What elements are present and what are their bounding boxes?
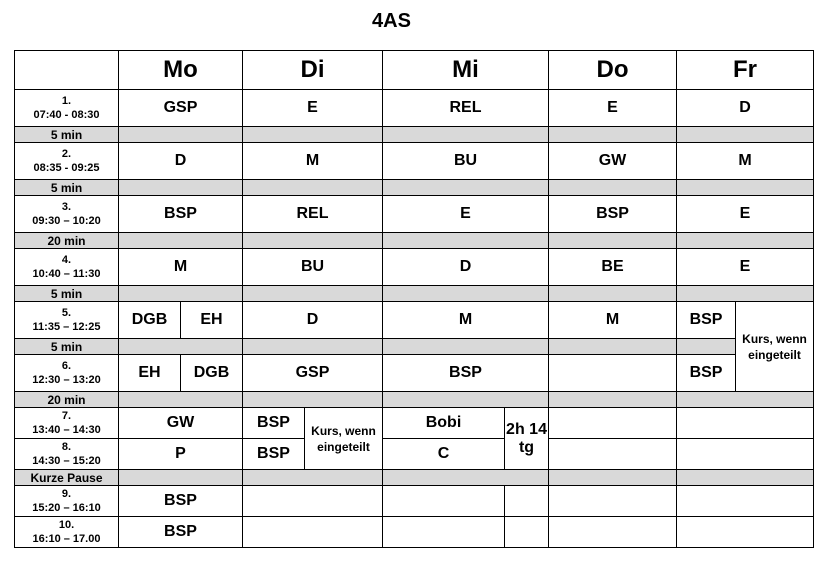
break-label: 5 min <box>15 339 119 355</box>
break-cell <box>383 470 549 486</box>
break-label: 5 min <box>15 286 119 302</box>
period-label <box>15 196 119 233</box>
kurs-cell-di: Kurs, wenn eingeteilt <box>305 408 383 470</box>
lesson-cell: BU <box>243 249 383 286</box>
break-cell <box>383 127 549 143</box>
lesson-cell: EH <box>181 302 243 339</box>
lesson-cell: P <box>119 439 243 470</box>
lesson-cell <box>505 486 549 517</box>
period-number: 10. <box>58 519 75 531</box>
lesson-cell <box>243 517 383 548</box>
break-cell <box>119 180 243 196</box>
lesson-cell: BSP <box>119 486 243 517</box>
lesson-cell <box>505 517 549 548</box>
period-row-4 <box>15 249 814 286</box>
period-row-6 <box>15 355 814 392</box>
period-row-1 <box>15 90 814 127</box>
break-cell <box>677 127 814 143</box>
lesson-cell <box>677 439 814 470</box>
lesson-cell: D <box>119 143 243 180</box>
lesson-cell: BE <box>549 249 677 286</box>
period-row-5 <box>15 302 814 339</box>
break-cell <box>677 233 814 249</box>
period-row-7 <box>15 408 814 439</box>
timetable <box>14 50 814 548</box>
break-cell <box>243 127 383 143</box>
break-cell <box>549 180 677 196</box>
period-label <box>15 517 119 548</box>
break-row <box>15 286 814 302</box>
break-cell <box>243 233 383 249</box>
lesson-cell: E <box>677 196 814 233</box>
lesson-cell <box>549 355 677 392</box>
period-time: 13:40 – 14:30 <box>32 424 101 436</box>
kurs-cell-fr: Kurs, wenn eingeteilt <box>736 302 814 392</box>
lesson-cell: BSP <box>243 439 305 470</box>
break-row <box>15 339 814 355</box>
period-time: 08:35 - 09:25 <box>33 162 100 174</box>
lesson-cell: C <box>383 439 505 470</box>
period-number: 1. <box>61 95 72 107</box>
period-number: 3. <box>61 201 72 213</box>
lesson-cell: BSP <box>549 196 677 233</box>
break-cell <box>243 470 383 486</box>
break-cell <box>677 339 736 355</box>
break-cell <box>677 180 814 196</box>
period-label <box>15 143 119 180</box>
lesson-cell <box>549 517 677 548</box>
period-number: 8. <box>61 441 72 453</box>
break-cell <box>549 339 677 355</box>
day-header-fr: Fr <box>677 51 814 90</box>
break-cell <box>119 233 243 249</box>
break-cell <box>677 470 814 486</box>
lesson-cell-2h: 2h 14 tg <box>505 408 549 470</box>
break-cell <box>549 127 677 143</box>
lesson-cell: BSP <box>243 408 305 439</box>
period-time: 16:10 – 17.00 <box>32 533 101 545</box>
lesson-cell: BSP <box>677 302 736 339</box>
corner-cell <box>15 51 119 90</box>
lesson-cell: DGB <box>181 355 243 392</box>
break-row <box>15 470 814 486</box>
lesson-cell: GW <box>549 143 677 180</box>
lesson-cell: GSP <box>119 90 243 127</box>
lesson-cell: M <box>383 302 549 339</box>
header-row <box>15 51 814 90</box>
lesson-cell: E <box>549 90 677 127</box>
period-number: 2. <box>61 148 72 160</box>
lesson-cell <box>549 486 677 517</box>
break-cell <box>243 180 383 196</box>
break-cell <box>119 392 243 408</box>
lesson-cell: D <box>243 302 383 339</box>
break-cell <box>383 339 549 355</box>
break-cell <box>119 127 243 143</box>
period-time: 15:20 – 16:10 <box>32 502 101 514</box>
period-number: 9. <box>61 488 72 500</box>
lesson-cell <box>677 408 814 439</box>
lesson-cell <box>677 517 814 548</box>
lesson-cell: EH <box>119 355 181 392</box>
lesson-cell: M <box>243 143 383 180</box>
period-label <box>15 486 119 517</box>
lesson-cell <box>243 486 383 517</box>
lesson-cell: BU <box>383 143 549 180</box>
period-row-2 <box>15 143 814 180</box>
lesson-cell: BSP <box>119 196 243 233</box>
break-cell <box>549 286 677 302</box>
period-number: 7. <box>61 410 72 422</box>
break-cell <box>383 392 549 408</box>
lesson-cell: BSP <box>677 355 736 392</box>
period-time: 14:30 – 15:20 <box>32 455 101 467</box>
lesson-cell: M <box>677 143 814 180</box>
lesson-cell: BSP <box>383 355 549 392</box>
page-title: 4AS <box>372 10 411 32</box>
period-row-9 <box>15 486 814 517</box>
period-label <box>15 302 119 339</box>
period-label <box>15 439 119 470</box>
lesson-cell: Bobi <box>383 408 505 439</box>
period-number: 4. <box>61 254 72 266</box>
lesson-cell: REL <box>243 196 383 233</box>
lesson-cell <box>677 486 814 517</box>
day-header-mo: Mo <box>119 51 243 90</box>
lesson-cell: D <box>383 249 549 286</box>
break-cell <box>383 286 549 302</box>
lesson-cell <box>549 408 677 439</box>
period-time: 07:40 - 08:30 <box>33 109 100 121</box>
period-number: 5. <box>61 307 72 319</box>
break-cell <box>243 392 383 408</box>
period-label <box>15 355 119 392</box>
break-label: 20 min <box>15 233 119 249</box>
period-row-8 <box>15 439 814 470</box>
break-row <box>15 392 814 408</box>
break-label: 5 min <box>15 127 119 143</box>
day-header-mi: Mi <box>383 51 549 90</box>
break-cell <box>119 470 243 486</box>
period-row-10 <box>15 517 814 548</box>
break-cell <box>383 233 549 249</box>
lesson-cell <box>383 486 505 517</box>
lesson-cell: E <box>383 196 549 233</box>
break-cell <box>383 180 549 196</box>
break-cell <box>549 392 677 408</box>
break-cell <box>119 286 243 302</box>
lesson-cell: GSP <box>243 355 383 392</box>
break-cell <box>243 286 383 302</box>
period-time: 11:35 – 12:25 <box>32 321 101 333</box>
break-row <box>15 233 814 249</box>
period-label <box>15 90 119 127</box>
break-cell <box>677 392 814 408</box>
break-cell <box>119 339 243 355</box>
lesson-cell: M <box>119 249 243 286</box>
lesson-cell: GW <box>119 408 243 439</box>
day-header-di: Di <box>243 51 383 90</box>
lesson-cell: M <box>549 302 677 339</box>
period-time: 09:30 – 10:20 <box>32 215 101 227</box>
period-row-3 <box>15 196 814 233</box>
day-header-do: Do <box>549 51 677 90</box>
break-cell <box>549 233 677 249</box>
lesson-cell: DGB <box>119 302 181 339</box>
lesson-cell: D <box>677 90 814 127</box>
lesson-cell: E <box>243 90 383 127</box>
break-cell <box>243 339 383 355</box>
period-label <box>15 408 119 439</box>
period-time: 12:30 – 13:20 <box>32 374 101 386</box>
lesson-cell <box>383 517 505 548</box>
break-cell <box>549 470 677 486</box>
break-label: 5 min <box>15 180 119 196</box>
period-label <box>15 249 119 286</box>
period-number: 6. <box>61 360 72 372</box>
lesson-cell <box>549 439 677 470</box>
break-cell <box>677 286 814 302</box>
lesson-cell: E <box>677 249 814 286</box>
break-row <box>15 180 814 196</box>
break-label: 20 min <box>15 392 119 408</box>
break-row <box>15 127 814 143</box>
lesson-cell: BSP <box>119 517 243 548</box>
break-label: Kurze Pause <box>15 470 119 486</box>
lesson-cell: REL <box>383 90 549 127</box>
period-time: 10:40 – 11:30 <box>32 268 101 280</box>
